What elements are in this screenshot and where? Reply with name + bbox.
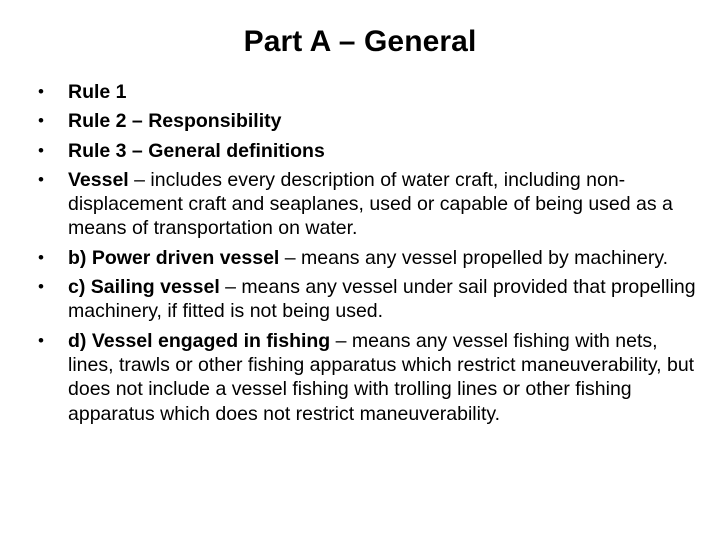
item-bold-text: Rule 3 – General definitions xyxy=(68,139,325,162)
item-bold-text: Vessel xyxy=(68,168,129,191)
slide-title: Part A – General xyxy=(243,25,477,58)
item-text: – means any vessel under sail provided that propelling machinery, if fitted is not being used. xyxy=(68,276,696,323)
list-item-sailing-vessel xyxy=(34,275,702,324)
item-bold-text: c) Sailing vessel xyxy=(68,276,220,299)
item-bold-text: d) Vessel engaged in fishing xyxy=(68,329,331,352)
item-text: – means any vessel fishing with nets, lines, trawls or other fishing apparatus which restrict maneuverability, but does not include a vessel fishing with trolling lines or other fishing apparatus which does not restrict maneuverability. xyxy=(68,329,695,425)
item-bold-text: b) Power driven vessel xyxy=(68,246,280,269)
bullet-icon: • xyxy=(38,277,44,297)
item-text: – means any vessel propelled by machinery. xyxy=(279,246,669,269)
item-text: – includes every description of water craft, including non-displacement craft and seaplanes, used or capable of being used as a means of transportation on water. xyxy=(68,168,673,240)
list-item-rule-2 xyxy=(34,109,702,133)
list-item-vessel xyxy=(34,168,702,241)
bullet-icon: • xyxy=(38,111,44,131)
list-item-rule-3 xyxy=(34,139,702,163)
bullet-icon: • xyxy=(38,82,44,101)
bullet-icon: • xyxy=(38,140,44,160)
item-bold-text: Rule 2 – Responsibility xyxy=(68,110,282,133)
bullet-icon: • xyxy=(38,330,44,350)
bullet-icon: • xyxy=(38,169,44,189)
list-item-vessel-engaged-in-fishing xyxy=(34,329,702,426)
list-item-rule-1 xyxy=(34,80,702,104)
list-item-power-driven-vessel xyxy=(34,246,702,270)
item-bold-text: Rule 1 xyxy=(68,81,127,103)
bullet-icon: • xyxy=(38,247,44,267)
bullet-list xyxy=(34,80,702,431)
